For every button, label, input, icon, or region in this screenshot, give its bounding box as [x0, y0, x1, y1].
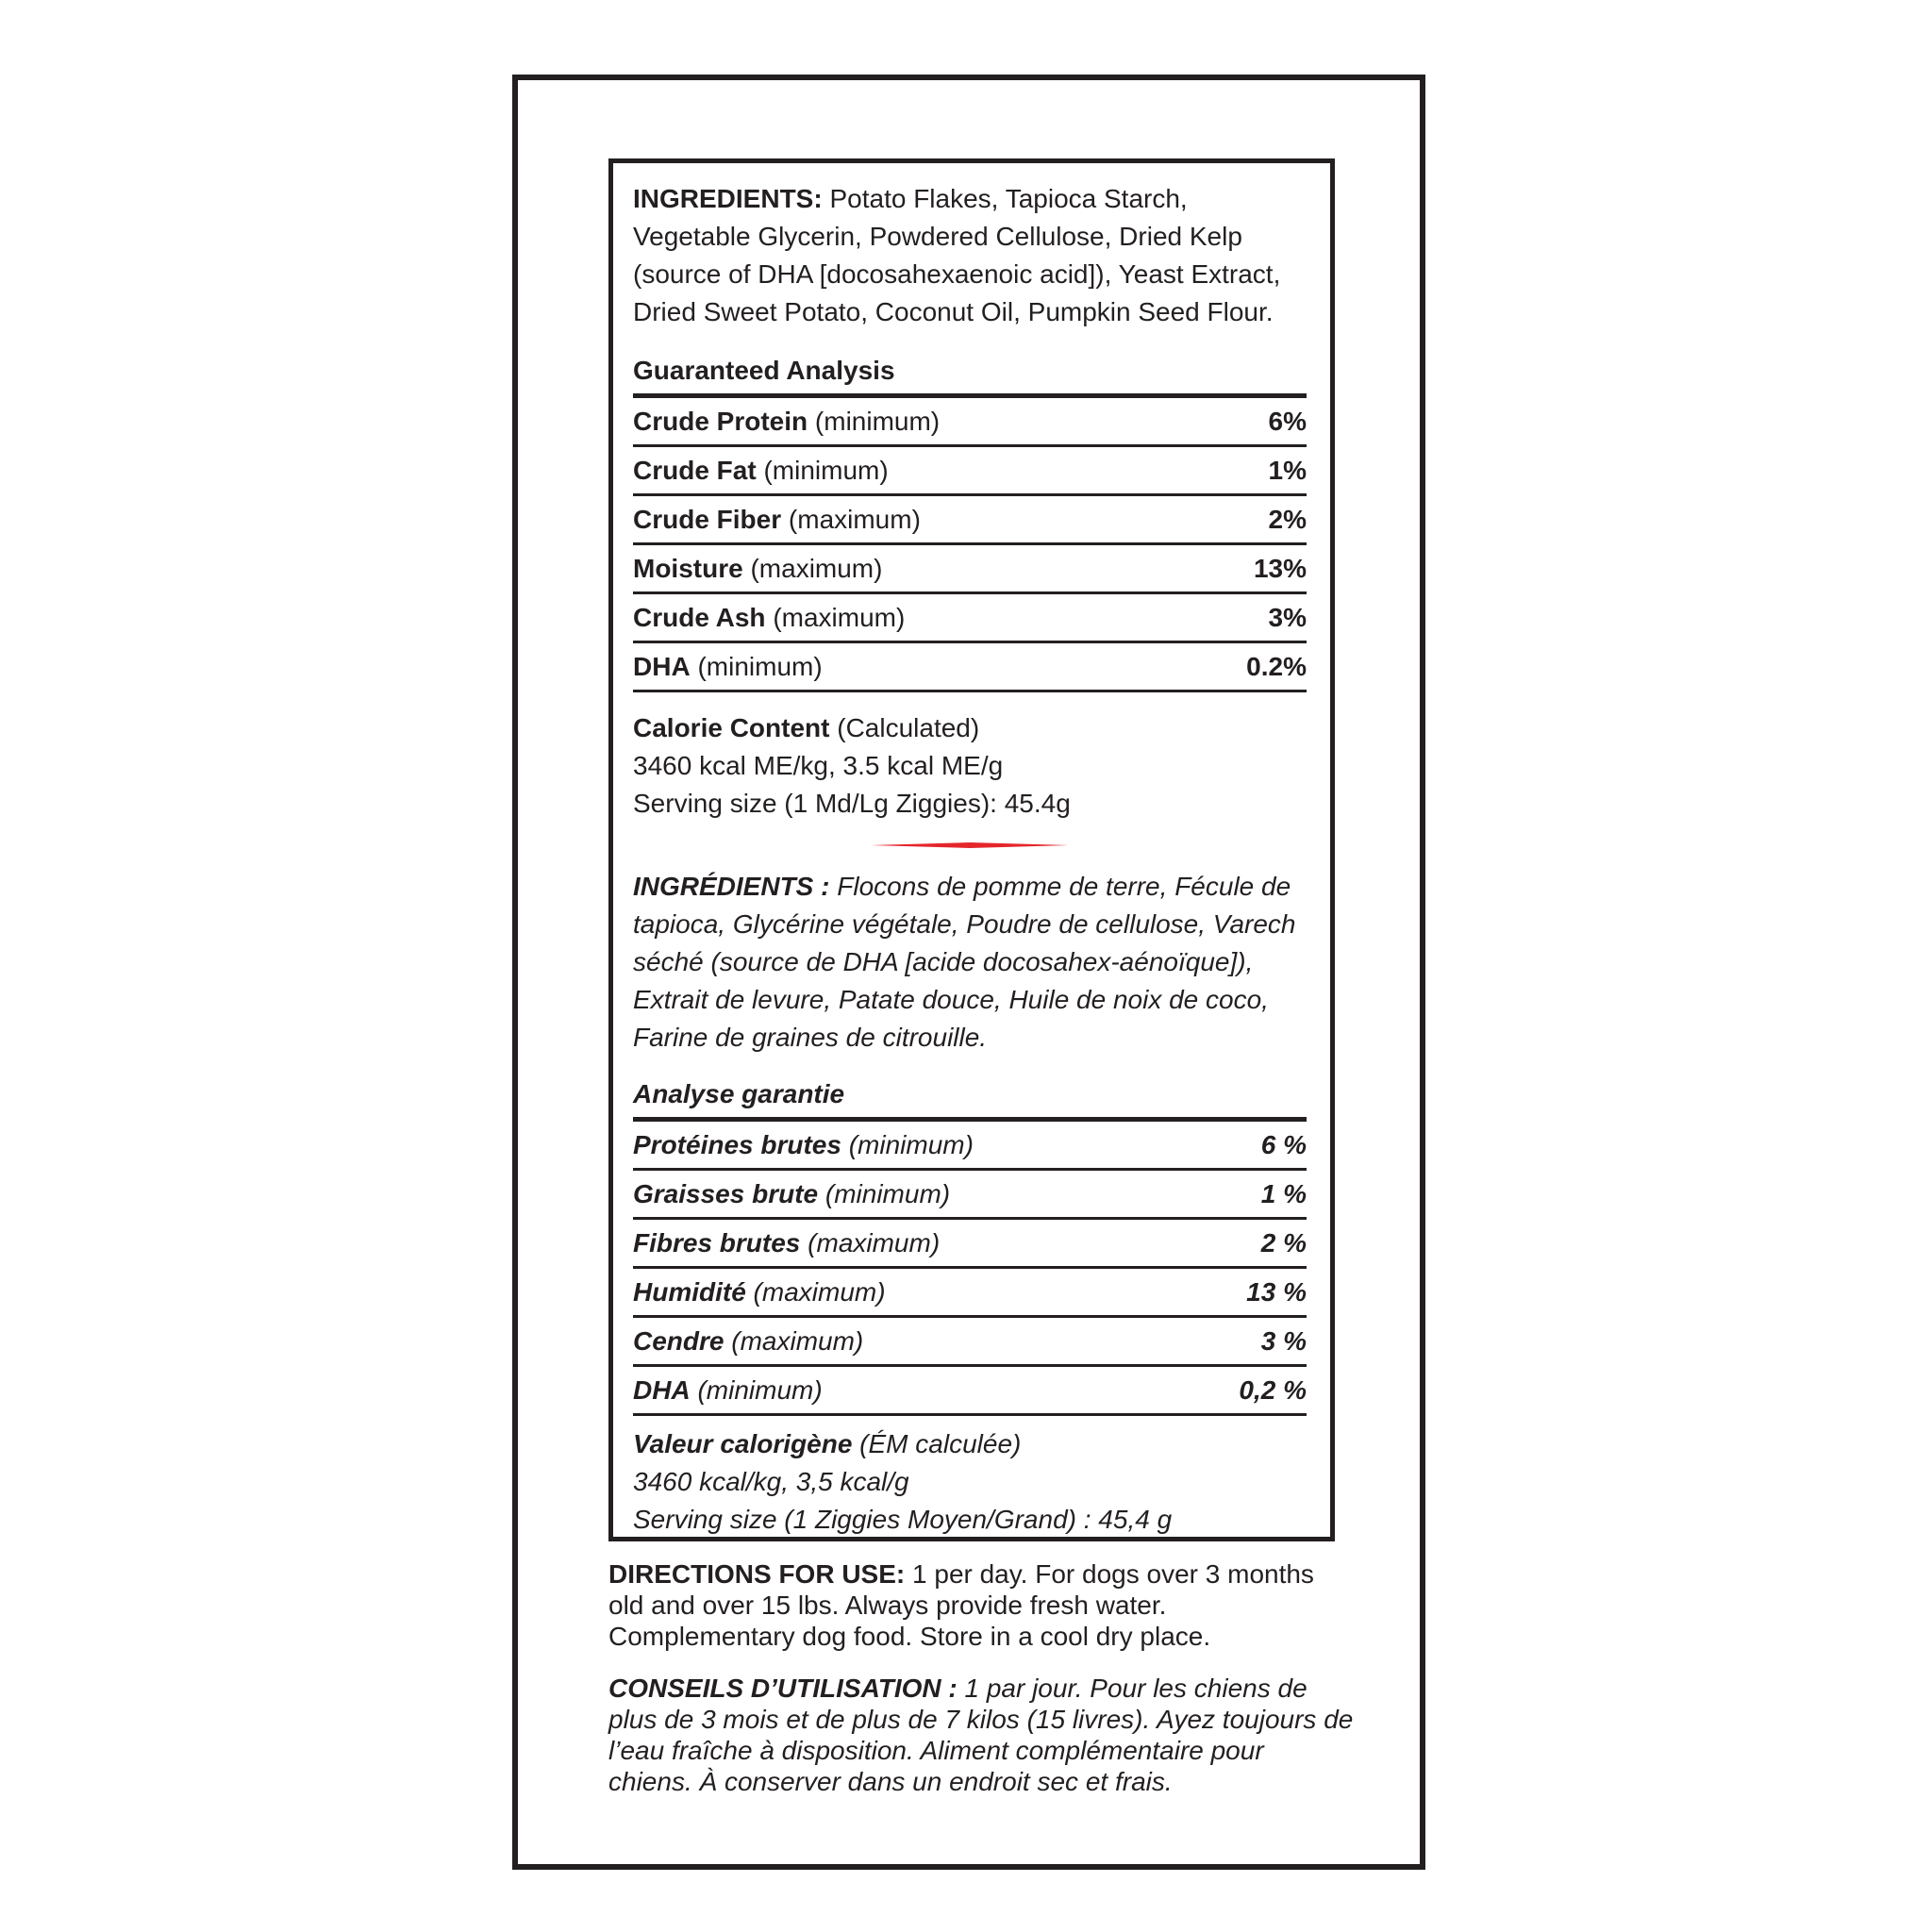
directions-fr-heading: CONSEILS D’UTILISATION :: [608, 1674, 958, 1703]
table-row: [633, 447, 1307, 496]
table-row: [633, 1318, 1307, 1367]
guaranteed-analysis-title: Guaranteed Analysis: [633, 352, 1307, 398]
nutrient-name: Crude Protein: [633, 406, 808, 436]
nutrient-name: Crude Fiber: [633, 504, 782, 534]
calorie-heading: Calorie Content: [633, 713, 830, 742]
calorie-content-fr: [633, 1425, 1307, 1539]
nutrient-name: Moisture: [633, 553, 743, 583]
ingredients-fr-text: Flocons de pomme de terre, Fécule de tapioca, Glycérine végétale, Poudre de cellulose, Varech séché (source de DHA [acide docosahex-aénoïque]), Extrait de levure, Patate douce, Huile de noix de coco, Farine de graines de citrouille.: [633, 872, 1296, 1052]
ingredients-en: [633, 180, 1307, 331]
nutrient-value: 1%: [1268, 455, 1307, 485]
directions-fr-text: 1 par jour. Pour les chiens de plus de 3 mois et de plus de 7 kilos (15 livres). Ayez toujours de l’eau fraîche à disposition. Aliment complémentaire pour chiens. À conserver dans un endroit sec et frais.: [608, 1674, 1354, 1796]
guaranteed-analysis-table-en: [633, 398, 1307, 692]
nutrient-name: Cendre: [633, 1325, 724, 1356]
table-row: [633, 1367, 1307, 1416]
nutrient-qualifier: (maximum): [742, 553, 883, 583]
directions-en-heading: DIRECTIONS FOR USE:: [608, 1559, 906, 1589]
ingredients-en-text: Potato Flakes, Tapioca Starch, Vegetable Glycerin, Powdered Cellulose, Dried Kelp (source of DHA [docosahexaenoic acid]), Yeast Extract, Dried Sweet Potato, Coconut Oil, Pumpkin Seed Flour.: [633, 184, 1281, 326]
table-row: [633, 496, 1307, 545]
nutrient-value: 6%: [1268, 406, 1307, 436]
nutrient-qualifier: (maximum): [781, 504, 921, 534]
calorie-qualifier: (Calculated): [829, 713, 980, 742]
nutrient-value: 0,2 %: [1239, 1374, 1307, 1405]
nutrient-value: 1 %: [1260, 1178, 1307, 1208]
serving-size: Serving size (1 Md/Lg Ziggies): 45.4g: [633, 789, 1071, 818]
nutrient-name: Protéines brutes: [633, 1129, 841, 1159]
language-divider: [633, 823, 1307, 868]
table-row: [633, 1269, 1307, 1318]
directions-section: [608, 1558, 1354, 1818]
directions-fr: [608, 1673, 1354, 1797]
calorie-qualifier: (ÉM calculée): [852, 1429, 1022, 1458]
serving-size: Serving size (1 Ziggies Moyen/Grand) : 45,4 g: [633, 1505, 1173, 1534]
ingredients-fr: [633, 868, 1307, 1057]
nutrient-value: 3 %: [1260, 1325, 1307, 1356]
nutrient-name: Fibres brutes: [633, 1227, 801, 1257]
table-row: [633, 1171, 1307, 1220]
ingredients-en-heading: INGREDIENTS:: [633, 184, 823, 213]
calorie-line: 3460 kcal ME/kg, 3.5 kcal ME/g: [633, 751, 1004, 780]
nutrient-qualifier: (minimum): [818, 1178, 951, 1208]
nutrient-qualifier: (maximum): [745, 1276, 886, 1307]
table-row: [633, 643, 1307, 692]
table-row: [633, 594, 1307, 643]
table-row: [633, 398, 1307, 447]
nutrient-value: 13 %: [1246, 1276, 1307, 1307]
nutrient-qualifier: (minimum): [841, 1129, 974, 1159]
table-row: [633, 1220, 1307, 1269]
directions-en-text: 1 per day. For dogs over 3 months old and over 15 lbs. Always provide fresh water. Complementary dog food. Store in a cool dry place.: [608, 1559, 1314, 1651]
nutrient-value: 2%: [1268, 504, 1307, 534]
nutrient-qualifier: (maximum): [800, 1227, 941, 1257]
analyse-garantie-title: Analyse garantie: [633, 1075, 1307, 1122]
table-row: [633, 1122, 1307, 1171]
nutrient-value: 3%: [1268, 602, 1307, 632]
nutrient-qualifier: (minimum): [808, 406, 941, 436]
nutrient-name: Graisses brute: [633, 1178, 819, 1208]
nutrient-qualifier: (maximum): [724, 1325, 864, 1356]
nutrient-name: DHA: [633, 1374, 691, 1405]
guaranteed-analysis-table-fr: [633, 1122, 1307, 1416]
nutrient-name: Crude Ash: [633, 602, 766, 632]
calorie-content-en: [633, 709, 1307, 823]
nutrition-label-panel: [608, 158, 1335, 1541]
calorie-line: 3460 kcal/kg, 3,5 kcal/g: [633, 1467, 909, 1496]
nutrient-qualifier: (minimum): [756, 455, 889, 485]
nutrient-value: 2 %: [1260, 1227, 1307, 1257]
nutrient-name: Crude Fat: [633, 455, 757, 485]
red-divider-shape: [871, 842, 1069, 848]
nutrient-name: Humidité: [633, 1276, 746, 1307]
directions-en: [608, 1558, 1354, 1652]
nutrient-qualifier: (maximum): [765, 602, 906, 632]
nutrient-value: 13%: [1253, 553, 1307, 583]
nutrient-value: 6 %: [1260, 1129, 1307, 1159]
calorie-heading: Valeur calorigène: [633, 1429, 853, 1458]
table-row: [633, 545, 1307, 594]
nutrient-qualifier: (minimum): [690, 1374, 823, 1405]
nutrient-value: 0.2%: [1246, 651, 1307, 681]
ingredients-fr-heading: INGRÉDIENTS :: [633, 872, 830, 901]
nutrient-name: DHA: [633, 651, 691, 681]
nutrient-qualifier: (minimum): [690, 651, 823, 681]
